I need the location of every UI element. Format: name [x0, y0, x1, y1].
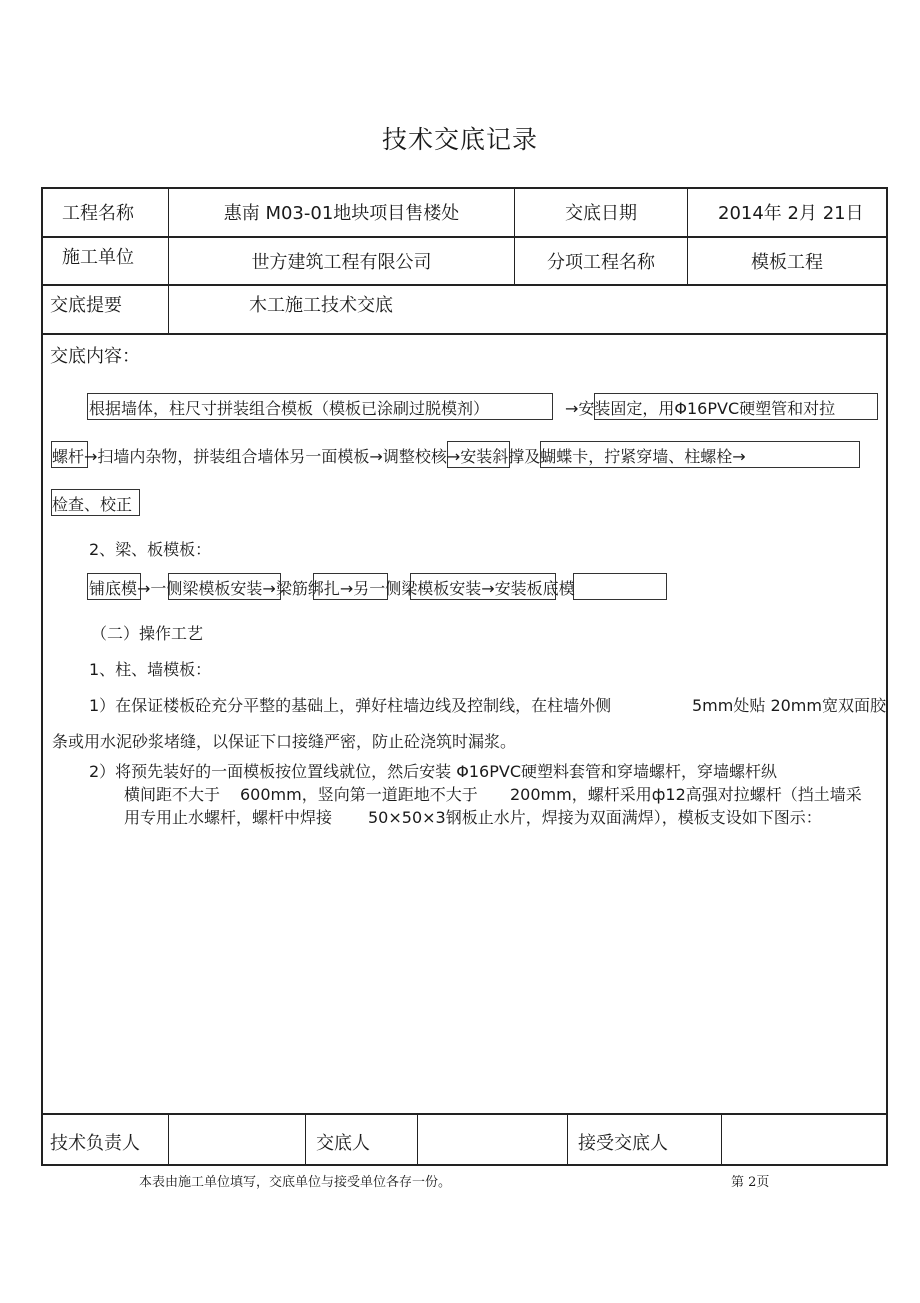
paragraph-2-line2a: 横间距不大于: [124, 785, 221, 804]
presenter-label: 交底人: [316, 1133, 370, 1154]
project-name-label: 工程名称: [62, 203, 134, 224]
flow1-line1a: 根据墙体，柱尺寸拼装组合模板（模板已涂刷过脱模剂）: [89, 399, 490, 418]
sub-project-value: 模板工程: [751, 252, 823, 273]
sub-project-label: 分项工程名称: [547, 252, 655, 273]
paragraph-2-line3b: 50×50×3钢板止水片，焊接为双面满焊），模板支设如下图示：: [368, 808, 822, 827]
flow1-line2: 螺杆→扫墙内杂物，拼装组合墙体另一面模板→调整校核→安装斜撑及蝴蝶卡，拧紧穿墙、柱螺栓→: [52, 447, 746, 466]
footer-note: 本表由施工单位填写，交底单位与接受单位各存一份。: [139, 1175, 452, 1190]
tech-lead-label: 技术负责人: [50, 1133, 140, 1154]
receiver-label: 接受交底人: [578, 1133, 668, 1154]
section-beam-slab: 2、梁、板模板：: [89, 540, 212, 559]
document-title: 技术交底记录: [381, 125, 538, 154]
flow1-line3: 检查、校正: [52, 495, 133, 514]
paragraph-2-line2b: 600mm，竖向第一道距地不大于: [240, 785, 478, 804]
construction-unit-value: 世方建筑工程有限公司: [251, 252, 432, 273]
flow2-line: 铺底模→一侧梁模板安装→梁筋绑扎→另一侧梁模板安装→安装板底模: [89, 579, 575, 598]
project-name-value: 惠南 M03-01地块项目售楼处: [223, 203, 460, 224]
date-value: 2014年 2月 21日: [718, 203, 864, 224]
paragraph-2-line2c: 200mm，螺杆采用ф12高强对拉螺杆（挡土墙采: [510, 785, 862, 804]
paragraph-1-line1b: 5mm处贴 20mm宽双面胶: [692, 696, 886, 715]
flow-box: [573, 573, 667, 600]
section-column-wall: 1、柱、墙模板：: [89, 660, 212, 679]
summary-label: 交底提要: [50, 295, 122, 316]
date-label: 交底日期: [565, 203, 637, 224]
paragraph-1-line2: 条或用水泥砂浆堵缝，以保证下口接缝严密，防止砼浇筑时漏浆。: [52, 732, 517, 751]
summary-value: 木工施工技术交底: [249, 295, 393, 316]
construction-unit-label: 施工单位: [62, 247, 134, 268]
section-process: （二）操作工艺: [91, 624, 204, 643]
paragraph-2-line1: 2）将预先装好的一面模板按位置线就位，然后安装 Φ16PVC硬塑料套管和穿墙螺杆，穿墙螺杆纵: [89, 762, 777, 781]
page-number: 第 2页: [731, 1175, 770, 1190]
paragraph-2-line3a: 用专用止水螺杆，螺杆中焊接: [124, 808, 333, 827]
paragraph-1-line1: 1）在保证楼板砼充分平整的基础上，弹好柱墙边线及控制线，在柱墙外侧: [89, 696, 612, 715]
flow1-line1b: →安装固定，用Φ16PVC硬塑管和对拉: [565, 399, 836, 418]
content-label: 交底内容：: [50, 346, 140, 367]
